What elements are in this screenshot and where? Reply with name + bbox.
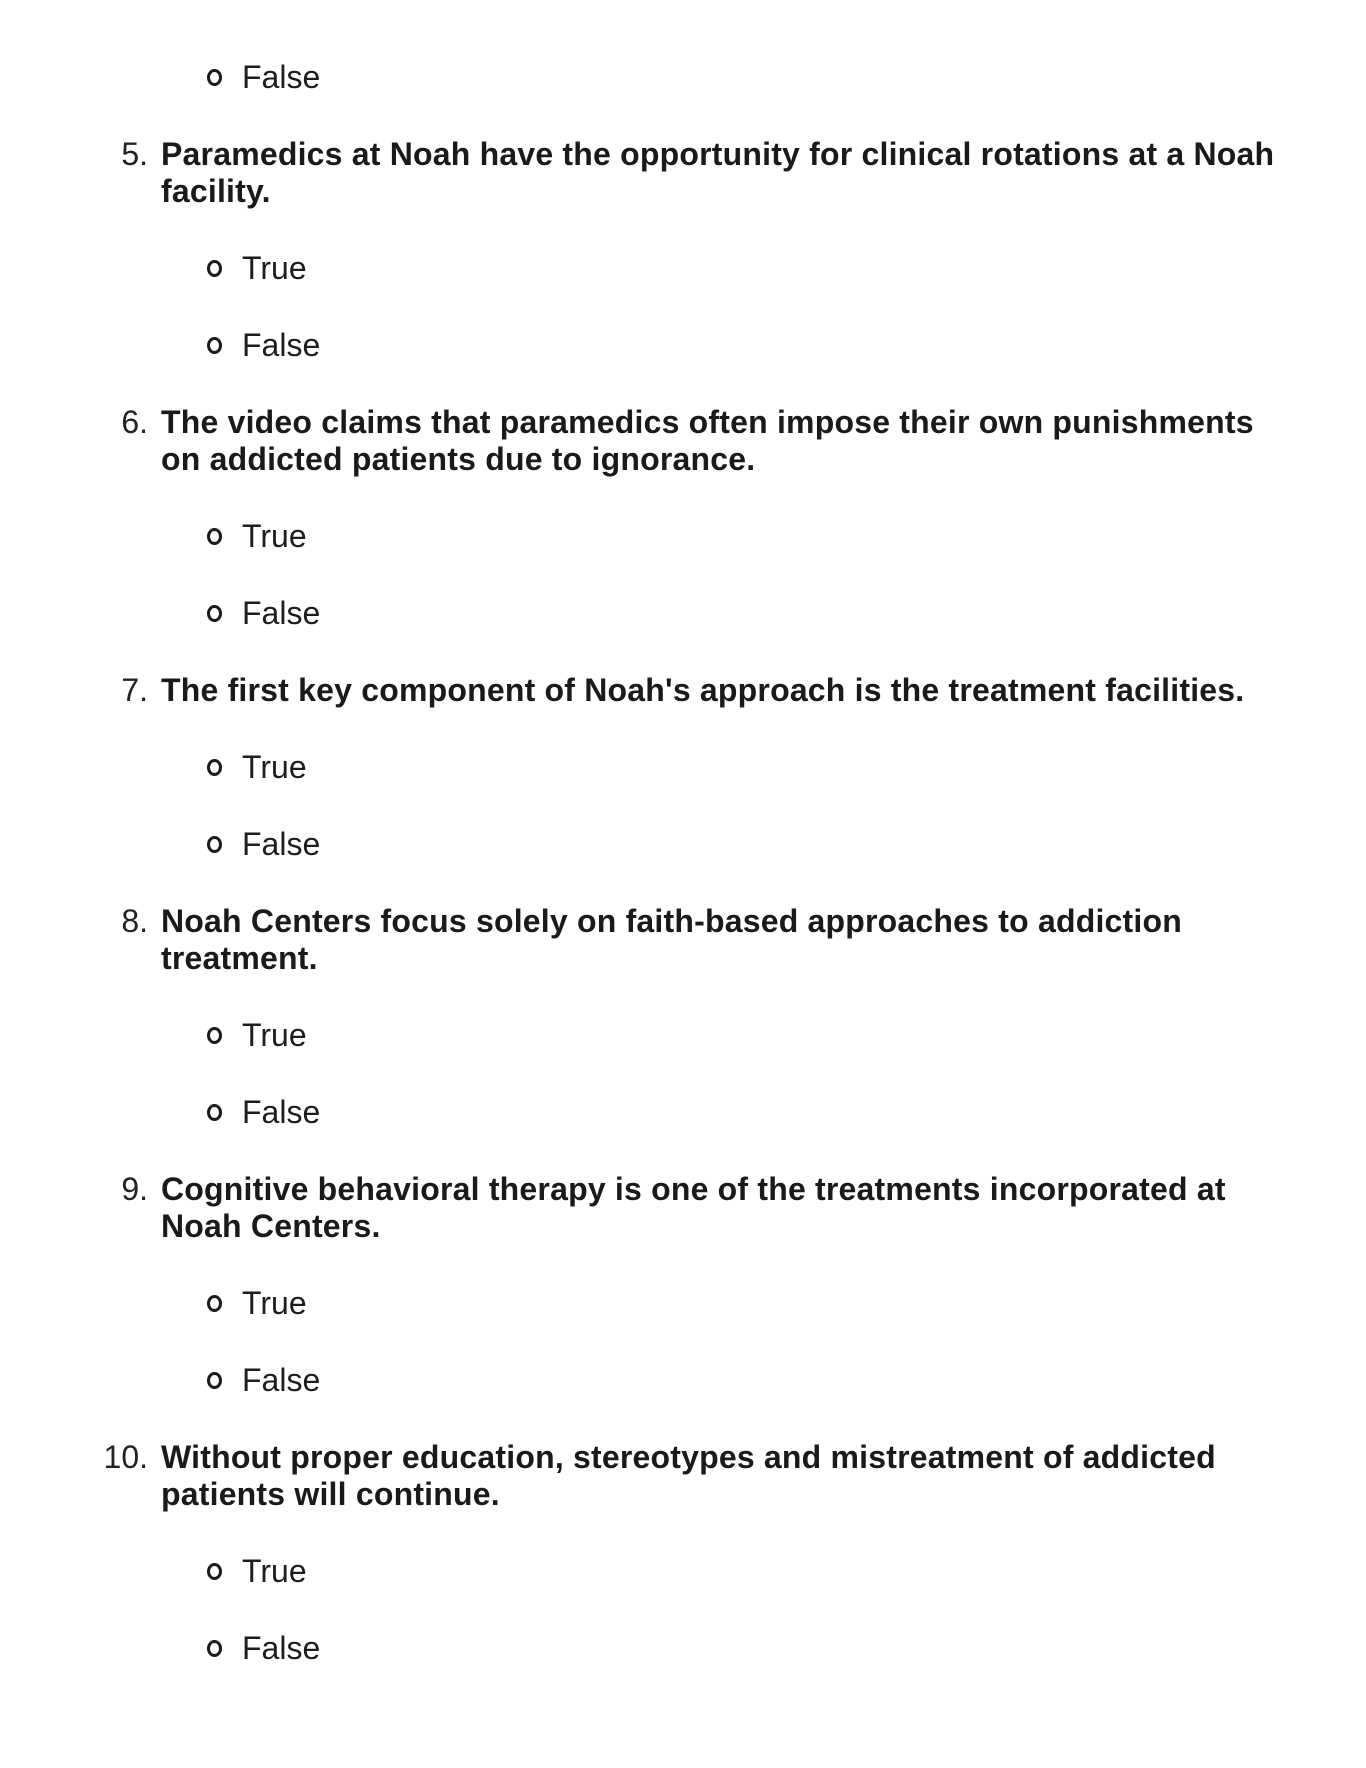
option-row-true-q8[interactable] [207,1017,1366,1054]
option-label: True [242,749,307,785]
option-row-true-q5[interactable] [207,250,1366,287]
option-row-false-q7[interactable] [207,826,1366,863]
option-label: True [242,1553,307,1589]
option-row-false-q5[interactable] [207,327,1366,364]
question-text: Paramedics at Noah have the opportunity for clinical rotations at a Noah facility. [161,136,1275,209]
option-label: False [242,1094,321,1130]
option-label: True [242,1285,307,1321]
option-label: False [242,1630,321,1666]
option-row-true-q6[interactable] [207,518,1366,555]
option-row-true-q10[interactable] [207,1553,1366,1590]
question-text: Without proper education, stereotypes and mistreatment of addicted patients will continue. [161,1439,1216,1512]
option-row-false-q4[interactable] [207,59,1366,96]
question-text: The video claims that paramedics often impose their own punishments on addicted patients due to ignorance. [161,404,1254,477]
radio-icon[interactable] [207,337,222,354]
radio-icon[interactable] [207,69,222,86]
option-label: True [242,1017,307,1053]
radio-icon[interactable] [207,1640,222,1657]
radio-icon[interactable] [207,759,222,776]
question-item [92,1171,1366,1245]
question-number: 8. [121,903,148,939]
option-row-false-q8[interactable] [207,1094,1366,1131]
option-label: False [242,826,321,862]
radio-icon[interactable] [207,528,222,545]
question-number: 7. [121,672,148,708]
option-row-false-q6[interactable] [207,595,1366,632]
question-number: 9. [121,1171,148,1207]
radio-icon[interactable] [207,1563,222,1580]
question-text: The first key component of Noah's approach is the treatment facilities. [161,672,1245,708]
question-item [92,136,1366,210]
question-number: 6. [121,404,148,440]
radio-icon[interactable] [207,605,222,622]
radio-icon[interactable] [207,1027,222,1044]
option-row-true-q7[interactable] [207,749,1366,786]
option-row-false-q9[interactable] [207,1362,1366,1399]
question-text: Noah Centers focus solely on faith-based approaches to addiction treatment. [161,903,1182,976]
radio-icon[interactable] [207,260,222,277]
question-item [92,903,1366,977]
radio-icon[interactable] [207,1295,222,1312]
question-number: 10. [103,1439,148,1475]
question-item [92,1439,1366,1513]
option-label: False [242,1362,321,1398]
option-label: False [242,327,321,363]
option-label: False [242,595,321,631]
question-item [92,672,1366,709]
option-row-true-q9[interactable] [207,1285,1366,1322]
radio-icon[interactable] [207,836,222,853]
option-label: False [242,59,321,95]
option-label: True [242,250,307,286]
radio-icon[interactable] [207,1372,222,1389]
question-item [92,404,1366,478]
option-label: True [242,518,307,554]
option-row-false-q10[interactable] [207,1630,1366,1667]
question-text: Cognitive behavioral therapy is one of the treatments incorporated at Noah Centers. [161,1171,1226,1244]
radio-icon[interactable] [207,1104,222,1121]
question-number: 5. [121,136,148,172]
